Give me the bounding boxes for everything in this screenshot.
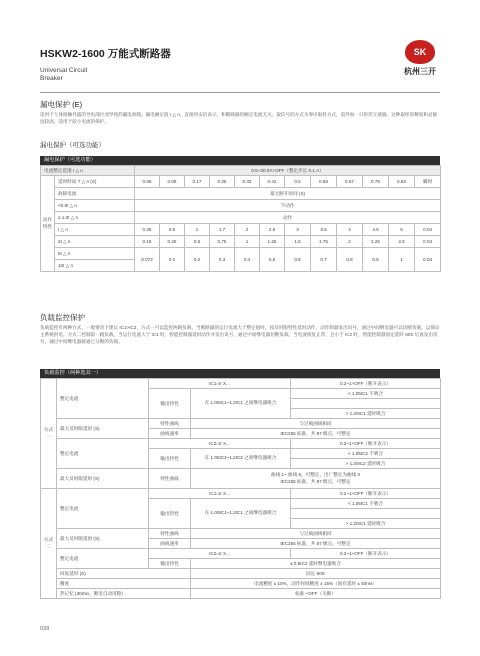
set-current-label: 整定电流: [57, 489, 149, 529]
ic1-equation: IC1=Ir X...: [149, 379, 291, 389]
spacer-cell: [291, 399, 441, 409]
i510-value: 0.2: [185, 248, 210, 272]
ic2-between: 在 1.05IC2~1.2IC2 之间继电器吸合: [191, 449, 291, 469]
section-heading-earth: 漏电保护 (E): [40, 100, 83, 109]
thermal-label: 热记忆 (30min，断电自动清除): [57, 589, 191, 599]
same-overload: 与过载曲线相同: [191, 419, 441, 429]
i-value: 2.5: [260, 224, 285, 236]
i-value: 0.36: [135, 224, 160, 236]
ic1-between: 在 1.05IC1~1.2IC1 之间继电器吸合: [191, 499, 291, 529]
i2-value: 1.75: [311, 236, 337, 248]
curve-rate-label: 曲线速率: [149, 539, 191, 549]
ic1-no-close: < 1.05IC1 不吸合: [291, 389, 441, 399]
i510-value: 0.8: [337, 248, 363, 272]
i-value: 4.5: [363, 224, 389, 236]
mode2-label: 方式二: [41, 489, 57, 599]
table-row: [41, 529, 441, 539]
thermal-value: 标准 +OFF（关断）: [191, 589, 441, 599]
delay-value: 瞬时: [415, 176, 441, 188]
delay-value: 0.58: [311, 176, 337, 188]
char-curve-label: 特性曲线: [149, 469, 191, 489]
page-subtitle: [40, 67, 171, 83]
delay-value: 0.33: [235, 176, 260, 188]
ic1-equation: IC1=Ir X...: [149, 489, 291, 499]
i510-value: 1: [389, 248, 415, 272]
table-row: [41, 176, 441, 188]
i-value: 4: [337, 224, 363, 236]
table-row: [41, 569, 441, 579]
fault-value: 最大断开时间 (S): [135, 188, 441, 200]
table-row: [41, 224, 441, 236]
char-curve-label: 特性曲线: [149, 529, 191, 539]
output-char-label: 输出特性: [149, 499, 191, 529]
i510-value: 0.3: [210, 248, 235, 272]
same-overload: 与过载曲线相同: [191, 529, 441, 539]
output-char-label: 输出特性: [149, 389, 191, 419]
table-row: [41, 439, 441, 449]
table-row: [41, 469, 441, 489]
i510-value: 0.1: [160, 248, 185, 272]
i2-value: 0.18: [135, 236, 160, 248]
delay-value: 0.25: [210, 176, 235, 188]
ic2-output: ≤ 0.9IC2 延时继电器吸合: [191, 559, 441, 569]
header-divider: [40, 92, 440, 93]
i-value: 0.04: [415, 224, 441, 236]
side-label-action-characteristics: 动作特性: [41, 176, 55, 272]
spacer-cell: [291, 509, 441, 519]
table-row: [41, 379, 441, 389]
table-row: [41, 236, 441, 248]
lt08-value: 不动作: [135, 200, 441, 212]
i-value: 5: [389, 224, 415, 236]
delay-value: 0.5: [285, 176, 311, 188]
i510-value: 0.9: [363, 248, 389, 272]
i2-value: 1: [235, 236, 260, 248]
ic1-no-close: < 1.05IC1 不吸合: [291, 499, 441, 509]
section-subheading-earth: 漏电保护（可选功能）: [40, 142, 105, 149]
i2-value: 2.25: [363, 236, 389, 248]
earth-leakage-table: [40, 165, 441, 272]
table-row: [41, 248, 441, 260]
delay-value: 0.83: [389, 176, 415, 188]
ge1-value: 动作: [135, 212, 441, 224]
i510-value: 0.4: [235, 248, 260, 272]
page-header: [40, 46, 171, 83]
table-row: [41, 188, 441, 200]
i-value: 3: [285, 224, 311, 236]
max-delay-label: 最大反时限延时 (S): [57, 529, 149, 549]
delay-value: 0.75: [363, 176, 389, 188]
output-char-label: 输出特性: [149, 559, 191, 569]
page-number: 039: [40, 626, 50, 632]
i510-value: 0.7: [311, 248, 337, 272]
delay-value: 0.17: [185, 176, 210, 188]
ic1-range: 0.2~1+OFF（断开表示）: [291, 379, 441, 389]
i2-value: 1.25: [260, 236, 285, 248]
i2-value: 2: [337, 236, 363, 248]
set-current-label: 整定电流: [57, 439, 149, 469]
delay-value: 0.06: [135, 176, 160, 188]
range-label: 电流整定范围 I △ n: [41, 166, 135, 176]
brand-logo-icon: SK: [405, 40, 435, 64]
i2-value: 1.5: [285, 236, 311, 248]
i-value: 1: [185, 224, 210, 236]
delay-label: 延时时间 T △ n (S): [55, 176, 135, 188]
ic1-delay-close: > 1.20IC1 延时吸合: [291, 519, 441, 529]
table-row: [41, 589, 441, 599]
ge1-label: ≥ 1.0I △ n: [55, 212, 135, 224]
curve-rate-label: 曲线速率: [149, 429, 191, 439]
accuracy-value: 电流精度 ± 10%，动作时间精度 ± 15%（固有延时 ± 40ms）: [191, 579, 441, 589]
section-heading-load: 负载监控保护: [40, 313, 85, 322]
i2-value: 0.75: [210, 236, 235, 248]
set-current-label: 整定电流: [57, 549, 149, 569]
return-delay-label: 回复延时 (S): [57, 569, 191, 579]
ic2-range: 0.2~1+OFF（断开表示）: [291, 549, 441, 559]
table-row: [41, 579, 441, 589]
table-row: [41, 419, 441, 429]
earth-description: 适用于人体接触外露的导电部位而导致的漏电故障。漏电额定值 I △ n，直接用安培表示，和断路器的额定电流无关。取信号的方式为零序取样方式，需外加一只矩形互感器。这种取样的精度和灵敏度较高。适用于较小电流的保护。: [40, 112, 438, 125]
max-delay-label: 最大反时限延时 (S): [57, 469, 149, 489]
table-row: [41, 166, 441, 176]
table-row: [41, 200, 441, 212]
ic1-between: 在 1.05IC1~1.2IC1 之间继电器吸合: [191, 389, 291, 419]
page-title: HSKW2-1600 万能式断路器: [40, 48, 171, 60]
i510-value: 0.6: [285, 248, 311, 272]
brand-name: 杭州三开: [404, 67, 436, 76]
i510-value: 0.072: [135, 248, 160, 272]
i-value: 1.7: [210, 224, 235, 236]
delay-value: 0.67: [337, 176, 363, 188]
ic2-equation: IC2=Ir X...: [149, 439, 291, 449]
brand-logo: [396, 40, 444, 77]
i10-label: 10I △ n: [55, 260, 135, 272]
table-row: [41, 549, 441, 559]
set-current-label: 整定电流: [57, 379, 149, 419]
load-monitoring-table: [40, 378, 441, 599]
table-row: [41, 489, 441, 499]
i2-label: 2I △ n: [55, 236, 135, 248]
ic2-delay-close: > 1.20IC2 延时吸合: [291, 459, 441, 469]
iec-value: IEC255 标准，共 87 级点，可整定: [191, 429, 441, 439]
subtitle-line-2: Breaker: [40, 75, 63, 82]
i5-label: 5I △ n: [55, 248, 135, 260]
i2-value: 0.04: [415, 236, 441, 248]
iec-value: IEC255 标准，共 87 级点，可整定: [191, 539, 441, 549]
return-delay-value: 固定 60S: [191, 569, 441, 579]
ic2-equation: IC2=Ir X...: [149, 549, 291, 559]
ic2-no-close: < 1.05IC2 不吸合: [291, 449, 441, 459]
i2-value: 0.25: [160, 236, 185, 248]
load-description: 负载监控有两种方式，一般情况下建议 IC1>IC2，方式一可以监控两路负载，当断路器的运行电流大于整定值时，按反时限特性延时动作，动作制器发出讯号，通过中间继电器可以切断负载，以保证主系统供电。方式二控制第一路负载，当运行电流大于 IC1 时，智能控制器延时动作并发出讯号，通过中间继电器切断负载。当电流恢复正常，且小于 IC2 时，智能控制器固定延时 60S 后再发出讯号，通过中间继电器接通已分断的负载。: [40, 325, 440, 345]
curve6-value: 曲线 1~ 曲线 6，可整定，出厂整定为曲线 3 IEC255 标准，共 87 级点，可整定: [191, 469, 441, 489]
delay-value: 0.42: [260, 176, 285, 188]
fault-label: 故障电流: [55, 188, 135, 200]
i510-value: 0.5: [260, 248, 285, 272]
subtitle-line-1: Universal Circuit: [40, 67, 88, 74]
table-row: [41, 212, 441, 224]
i-label: I △ n: [55, 224, 135, 236]
accuracy-label: 精度: [57, 579, 191, 589]
i-value: 2: [235, 224, 260, 236]
i510-value: 0.04: [415, 248, 441, 272]
char-curve-label: 特性曲线: [149, 419, 191, 429]
i2-value: 2.5: [389, 236, 415, 248]
i2-value: 0.5: [185, 236, 210, 248]
lt08-label: <0.8I △ n: [55, 200, 135, 212]
i-value: 3.5: [311, 224, 337, 236]
ic1-delay-close: > 1.20IC1 延时吸合: [291, 409, 441, 419]
max-delay-label: 最大反时限延时 (S): [57, 419, 149, 439]
output-char-label: 输出特性: [149, 449, 191, 469]
i-value: 0.5: [160, 224, 185, 236]
ic2-range: 0.2~1+OFF（断开表示）: [291, 439, 441, 449]
delay-value: 0.08: [160, 176, 185, 188]
table-header-bar-load: 负载监控（两种选其一）: [40, 369, 440, 378]
table-header-bar-earth: 漏电保护（可选功能）: [40, 156, 440, 165]
mode1-label: 方式一: [41, 379, 57, 489]
range-value: 0.5~30.0A+OFF（整定步长 0.1 A）: [135, 166, 441, 176]
ic1-range: 0.2~1+OFF（断开表示）: [291, 489, 441, 499]
